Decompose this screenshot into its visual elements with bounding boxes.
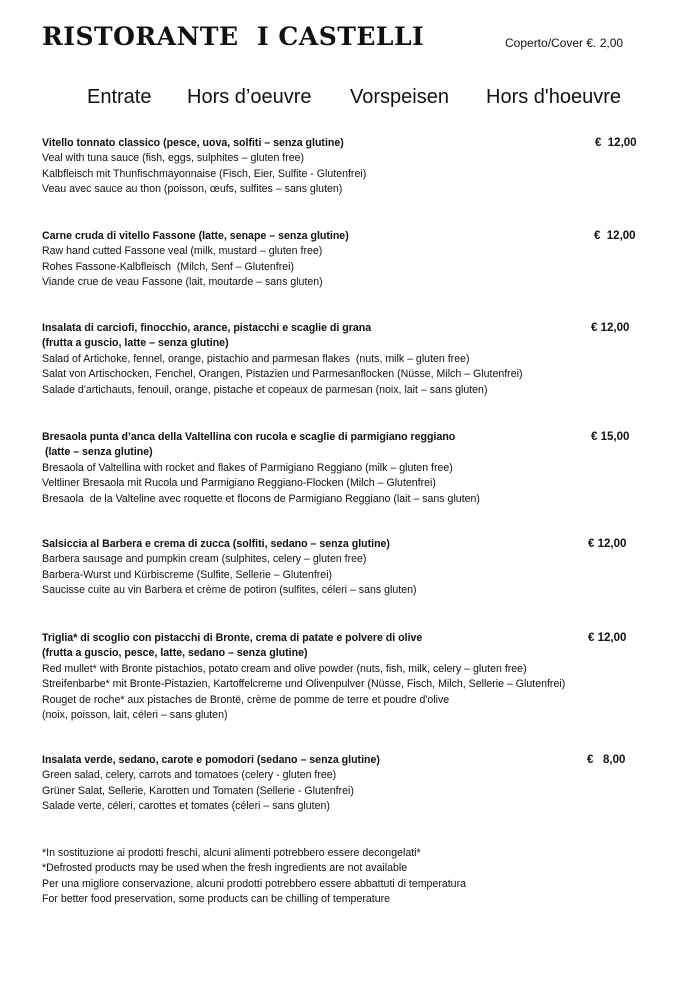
dish-description-en: Green salad, celery, carrots and tomatoes (celery - gluten free)	[42, 769, 337, 782]
menu-item	[42, 229, 642, 291]
dish-description-fr: Rouget de roche* aux pistaches de Brontë, crème de pomme de terre et poudre d'olive	[42, 693, 450, 706]
menu-item	[42, 537, 642, 599]
dish-price: € 12,00	[595, 137, 637, 149]
dish-allergens-it: (frutta a guscio, latte – senza glutine)	[42, 337, 229, 350]
dish-name-it: Triglia* di scoglio con pistacchi di Bronte, crema di patate e polvere di olive	[42, 632, 423, 644]
dish-name-it: Bresaola punta d’anca della Valtellina con rucola e scaglie di parmigiano reggiano	[42, 431, 456, 443]
dish-price: € 8,00	[587, 754, 626, 766]
dish-description-en: Raw hand cutted Fassone veal (milk, mustard – gluten free)	[42, 245, 323, 258]
footnote-defrosted-en: *Defrosted products may be used when the fresh ingredients are not available	[42, 862, 408, 875]
dish-price: € 12,00	[591, 322, 630, 334]
restaurant-name: RISTORANTE I CASTELLI	[42, 22, 425, 51]
menu-item	[42, 136, 642, 198]
footnote-conservation-en: For better food preservation, some products can be chilling of temperature	[42, 893, 391, 906]
course-heading-it: Entrate	[87, 86, 152, 108]
dish-description-de: Veltliner Bresaola mit Rucola und Parmigiano Reggiano-Flocken (Milch – Glutenfrei)	[42, 477, 436, 490]
footnote-defrosted-it: *In sostituzione ai prodotti freschi, alcuni alimenti potrebbero essere decongelati*	[42, 847, 421, 859]
footnotes	[42, 846, 466, 908]
footnote-conservation-it: Per una migliore conservazione, alcuni prodotti potrebbero essere abbattuti di temperatura	[42, 877, 466, 890]
dish-name-it: Insalata di carciofi, finocchio, arance, pistacchi e scaglie di grana	[42, 322, 372, 334]
menu-item	[42, 631, 642, 723]
dish-description-en: Veal with tuna sauce (fish, eggs, sulphites – gluten free)	[42, 152, 305, 165]
dish-name-it: Carne cruda di vitello Fassone (latte, senape – senza glutine)	[42, 230, 349, 242]
dish-description-en: Bresaola of Valtellina with rocket and flakes of Parmigiano Reggiano (milk – gluten free)	[42, 461, 453, 474]
course-heading-en: Hors d’oeuvre	[187, 86, 312, 108]
dish-price: € 12,00	[594, 230, 636, 242]
dish-description-fr: Veau avec sauce au thon (poisson, œufs, sulfites – sans gluten)	[42, 183, 343, 196]
dish-description-en: Barbera sausage and pumpkin cream (sulphites, celery – gluten free)	[42, 553, 367, 566]
menu-item	[42, 321, 642, 398]
dish-name-it: Salsiccia al Barbera e crema di zucca (solfiti, sedano – senza glutine)	[42, 538, 390, 550]
dish-description-de: Salat von Artischocken, Fenchel, Orangen, Pistazien und Parmesanflocken (Nüsse, Milch – Glutenfrei)	[42, 368, 523, 381]
dish-allergens-fr: (noix, poisson, lait, céleri – sans gluten)	[42, 709, 228, 722]
dish-allergens-it: (frutta a guscio, pesce, latte, sedano – senza glutine)	[42, 647, 308, 660]
dish-price: € 12,00	[588, 632, 627, 644]
course-heading-fr: Hors d'hoeuvre	[486, 86, 621, 108]
dish-description-de: Kalbfleisch mit Thunfischmayonnaise (Fisch, Eier, Sulfite - Glutenfrei)	[42, 167, 367, 180]
dish-name-it: Insalata verde, sedano, carote e pomodori (sedano – senza glutine)	[42, 754, 380, 766]
menu-item	[42, 753, 642, 815]
course-headings	[0, 86, 700, 112]
dish-description-fr: Viande crue de veau Fassone (lait, moutarde – sans gluten)	[42, 276, 323, 289]
dish-description-fr: Saucisse cuite au vin Barbera et crème de potiron (sulfites, céleri – sans gluten)	[42, 584, 417, 597]
dish-description-fr: Bresaola de la Valteline avec roquette et flocons de Parmigiano Reggiano (lait – sans gluten)	[42, 492, 480, 505]
dish-allergens-it: (latte – senza glutine)	[42, 446, 153, 459]
menu-item	[42, 430, 642, 507]
dish-price: € 12,00	[588, 538, 627, 550]
dish-description-de: Streifenbarbe* mit Bronte-Pistazien, Kartoffelcreme und Olivenpulver (Nüsse, Fisch, Milch, Sellerie – Glutenfrei)	[42, 678, 566, 691]
course-heading-de: Vorspeisen	[350, 86, 449, 108]
dish-description-de: Rohes Fassone-Kalbfleisch (Milch, Senf – Glutenfrei)	[42, 260, 295, 273]
dish-price: € 15,00	[591, 431, 630, 443]
dish-description-fr: Salade verte, céleri, carottes et tomates (céleri – sans gluten)	[42, 800, 330, 813]
dish-description-fr: Salade d'artichauts, fenouil, orange, pistache et copeaux de parmesan (noix, lait – sans gluten)	[42, 383, 488, 396]
dish-name-it: Vitello tonnato classico (pesce, uova, solfiti – senza glutine)	[42, 137, 344, 149]
dish-description-en: Red mullet* with Bronte pistachios, potato cream and olive powder (nuts, fish, milk, celery – gluten free)	[42, 662, 527, 675]
dish-description-de: Barbera-Wurst und Kürbiscreme (Sulfite, Sellerie – Glutenfrei)	[42, 568, 333, 581]
dish-description-en: Salad of Artichoke, fennel, orange, pistachio and parmesan flakes (nuts, milk – gluten free)	[42, 352, 470, 365]
dish-description-de: Grüner Salat, Sellerie, Karotten und Tomaten (Sellerie - Glutenfrei)	[42, 784, 354, 797]
cover-charge: Coperto/Cover €. 2,00	[505, 36, 624, 50]
